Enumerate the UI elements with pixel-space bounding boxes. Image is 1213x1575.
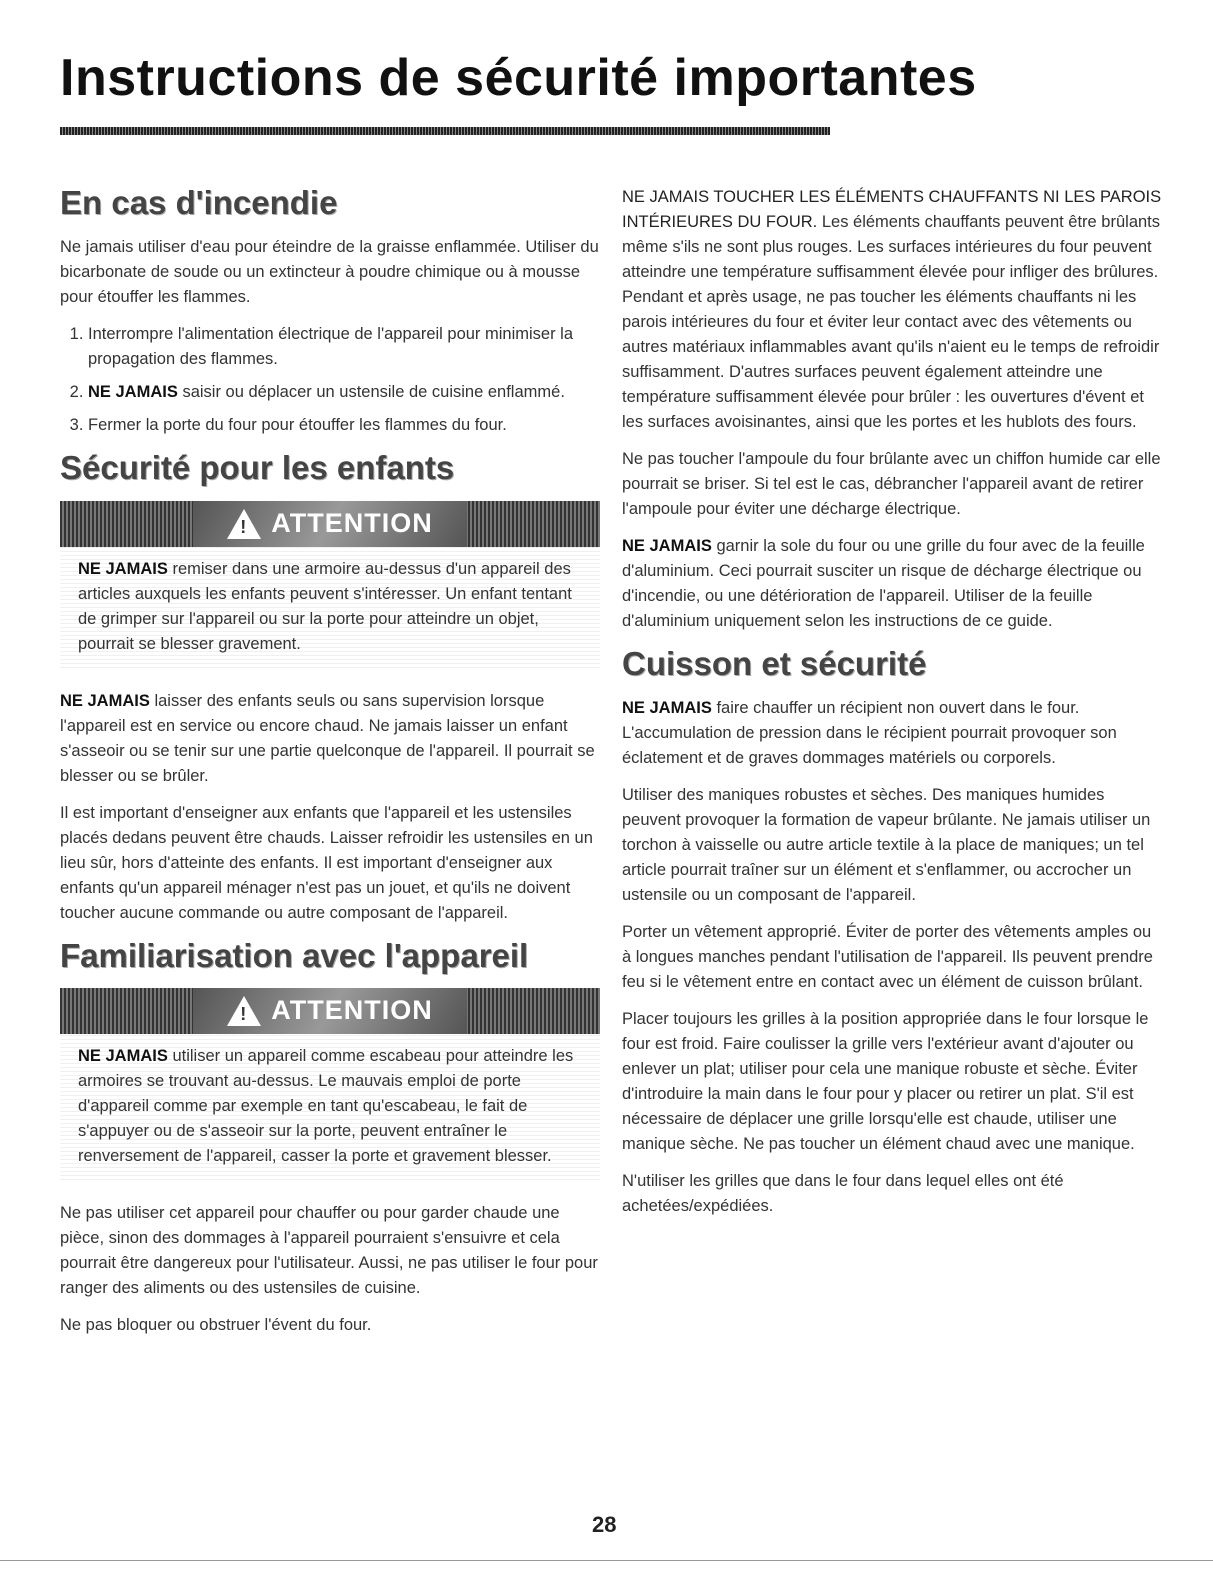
foil-paragraph: NE JAMAIS garnir la sole du four ou une grille du four avec de la feuille d'aluminium. Ceci pourrait susciter un risque de décharge électrique ou d'incendie, ou une détérioration de l'appareil. Utiliser de la feuille d'aluminium uniquement selon les instructions de ce guide.: [622, 537, 1145, 630]
left-column: [60, 185, 600, 1350]
warning-banner: [60, 988, 600, 1034]
cooking-paragraph: Utiliser des maniques robustes et sèches. Des maniques humides peuvent provoquer la formation de vapeur brûlante. Ne jamais utiliser un torchon à vaisselle ou autre article textile à la place de maniques; un tel article pourrait traîner sur un élément et s'enflammer, ou accrocher un ustensile ou un composant de l'appareil.: [622, 786, 1151, 905]
fire-step: 1. Interrompre l'alimentation électrique de l'appareil pour minimiser la propagation des flammes.: [88, 322, 600, 372]
warning-label: ATTENTION: [271, 508, 433, 539]
warning-body: NE JAMAIS remiser dans une armoire au-dessus d'un appareil des articles auxquels les enfants peuvent s'intéresser. Un enfant tentant de grimper sur l'appareil ou sur la porte pour atteindre un objet, pourrait se blesser gravement.: [60, 547, 600, 671]
cooking-paragraph: NE JAMAIS faire chauffer un récipient non ouvert dans le four. L'accumulation de pression dans le récipient pourrait provoquer son éclatement et de graves dommages matériels ou corporels.: [622, 699, 1117, 768]
fire-steps: [60, 322, 600, 438]
bottom-rule: [0, 1560, 1213, 1561]
fire-section: [60, 185, 600, 438]
children-section: [60, 450, 600, 925]
familiar-paragraph: Ne pas utiliser cet appareil pour chauffer ou pour garder chaude une pièce, sinon des dommages à l'appareil pourraient s'ensuivre et cela pourrait être dangereux pour l'utilisateur. Aussi, ne pas utiliser le four pour ranger des aliments ou des ustensiles de cuisine.: [60, 1203, 598, 1297]
fire-intro: Ne jamais utiliser d'eau pour éteindre de la graisse enflammée. Utiliser du bicarbonate de soude ou un extincteur à poudre chimique ou à mousse pour étouffer les flammes.: [60, 238, 599, 307]
warning-banner: [60, 501, 600, 547]
cooking-paragraph: Placer toujours les grilles à la position appropriée dans le four lorsque le four est froid. Faire coulisser la grille vers l'extérieur avant d'ajouter ou enlever un plat; utiliser pour cela une manique robuste et sèche. Éviter d'introduire la main dans le four pour y placer ou retirer un plat. S'il est nécessaire de déplacer une grille lorsqu'elle est chaude, utiliser une manique sèche. Ne pas toucher un élément chaud avec une manique.: [622, 1010, 1149, 1154]
warning-body: NE JAMAIS utiliser un appareil comme escabeau pour atteindre les armoires se trouvant au-dessus. Le mauvais emploi de porte d'appareil comme par exemple en tant qu'escabeau, le fait de s'appuyer ou de s'asseoir sur la porte, peuvent entraîner le renversement de l'appareil, casser la porte et gravement blesser.: [60, 1034, 600, 1183]
elements-paragraph: NE JAMAIS TOUCHER LES ÉLÉMENTS CHAUFFANTS NI LES PAROIS INTÉRIEURES DU FOUR. Les éléments chauffants peuvent être brûlants même s'ils ne sont plus rouges. Les surfaces intérieures du four peuvent atteindre une température suffisamment élevée pour infliger des brûlures. Pendant et après usage, ne pas toucher les éléments chauffants ni les parois intérieures du four et éviter leur contact avec des vêtements ou autres matériaux inflammables avant qu'ils n'aient eu le temps de refroidir suffisamment. D'autres surfaces peuvent également atteindre une température suffisamment élevée pour brûler : les ouvertures d'évent et les surfaces avoisinantes, ainsi que les portes et les hublots des fours.: [622, 188, 1162, 431]
cooking-section: [622, 646, 1162, 1219]
title-rule: [60, 127, 830, 135]
warning-label: ATTENTION: [271, 995, 433, 1026]
bulb-paragraph: Ne pas toucher l'ampoule du four brûlante avec un chiffon humide car elle pourrait se briser. Si tel est le cas, débrancher l'appareil avant de retirer l'ampoule pour éviter une décharge électrique.: [622, 450, 1161, 518]
fire-step: 3. Fermer la porte du four pour étouffer les flammes du four.: [88, 413, 600, 438]
children-heading: Sécurité pour les enfants: [60, 449, 455, 487]
right-column: [622, 185, 1162, 1231]
warning-triangle-icon: !: [227, 996, 261, 1026]
cooking-heading: Cuisson et sécurité: [622, 645, 927, 682]
familiar-paragraph: Ne pas bloquer ou obstruer l'évent du four.: [60, 1315, 372, 1334]
children-paragraph: NE JAMAIS laisser des enfants seuls ou sans supervision lorsque l'appareil est en service ou encore chaud. Ne jamais laisser un enfant s'asseoir ou se tenir sur une partie quelconque de l'appareil. Il pourrait se blesser ou se brûler.: [60, 691, 595, 785]
warning-triangle-icon: !: [227, 509, 261, 539]
fire-heading: En cas d'incendie: [60, 184, 338, 221]
fire-step: 2. NE JAMAIS saisir ou déplacer un ustensile de cuisine enflammé.: [88, 380, 600, 405]
familiar-section: [60, 938, 600, 1338]
page-number: 28: [592, 1512, 617, 1537]
cooking-paragraph: Porter un vêtement approprié. Éviter de porter des vêtements amples ou à longues manches pendant l'utilisation de l'appareil. Ils peuvent prendre feu si le vêtement entre en contact avec un élément de cuisson brûlant.: [622, 923, 1153, 992]
children-paragraph: Il est important d'enseigner aux enfants que l'appareil et les ustensiles placés dedans peuvent être chauds. Laisser refroidir les ustensiles en un lieu sûr, hors d'atteinte des enfants. Il est important d'enseigner aux enfants qu'un appareil ménager n'est pas un jouet, et qu'ils ne doivent toucher aucune commande ou autre composant de l'appareil.: [60, 803, 593, 922]
familiar-heading: Familiarisation avec l'appareil: [60, 936, 529, 974]
cooking-paragraph: N'utiliser les grilles que dans le four dans lequel elles ont été achetées/expédiées.: [622, 1172, 1064, 1216]
page-title: Instructions de sécurité importantes: [60, 49, 977, 107]
